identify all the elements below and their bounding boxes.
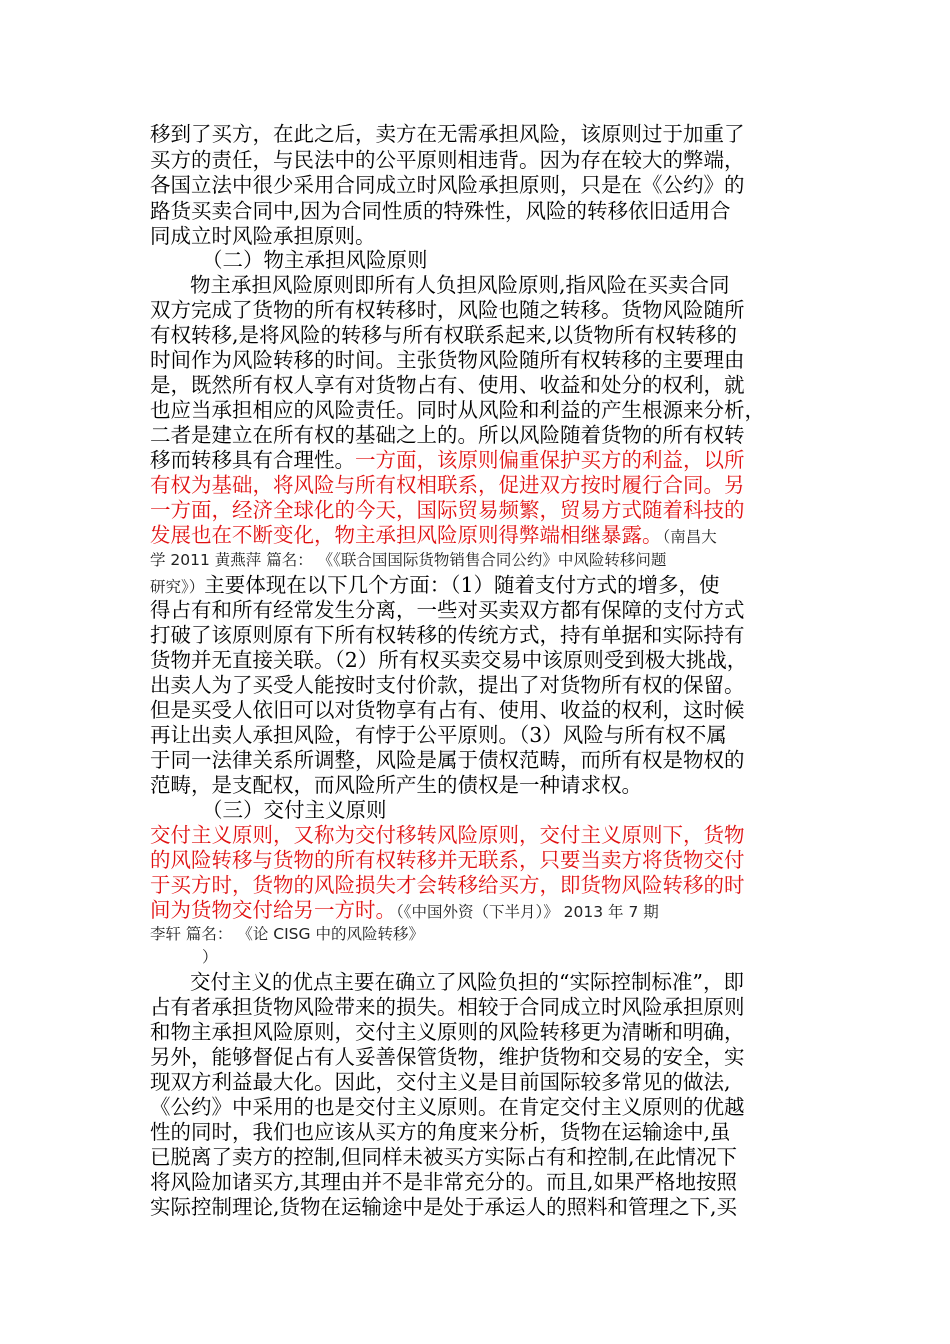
body-line: 路货买卖合同中,因为合同性质的特殊性，风险的转移依旧适用合 [150, 199, 731, 223]
highlighted-text: 一方面，该原则偏重保护买方的利益，以所 [355, 448, 745, 472]
body-line: 有权转移,是将风险的转移与所有权联系起来,以货物所有权转移的 [150, 323, 738, 347]
body-line: 但是买受人依旧可以对货物享有占有、使用、收益的权利，这时候 [150, 698, 745, 722]
highlighted-line: 的风险转移与货物的所有权转移并无联系，只要当卖方将货物交付 [150, 848, 745, 872]
body-line: 占有者承担货物风险带来的损失。相较于合同成立时风险承担原则 [150, 995, 745, 1019]
citation-text: 研究》） [150, 578, 205, 596]
body-line-mixed [150, 522, 717, 548]
body-line: 和物主承担风险原则，交付主义原则的风险转移更为清晰和明确， [150, 1020, 745, 1044]
body-line-mixed [150, 447, 745, 473]
citation-line: ） [202, 948, 218, 966]
body-line: 交付主义的优点主要在确立了风险负担的“实际控制标准”，即 [190, 970, 744, 994]
body-line: 出卖人为了买受人能按时支付价款，提出了对货物所有权的保留。 [150, 673, 745, 697]
body-line: 货物并无直接关联。（2）所有权买卖交易中该原则受到极大挑战， [150, 648, 748, 672]
section-heading: （二）物主承担风险原则 [202, 248, 428, 272]
body-text: 移而转移具有合理性。 [150, 448, 355, 472]
body-line: 同成立时风险承担原则。 [150, 224, 376, 248]
body-line: 物主承担风险原则即所有人负担风险原则,指风险在买卖合同 [190, 273, 730, 297]
body-line: 买方的责任，与民法中的公平原则相违背。因为存在较大的弊端， [150, 148, 745, 172]
body-line: 二者是建立在所有权的基础之上的。所以风险随着货物的所有权转 [150, 423, 745, 447]
body-line: 另外，能够督促占有人妥善保管货物，维护货物和交易的安全，实 [150, 1045, 745, 1069]
body-line: 时间作为风险转移的时间。主张货物风险随所有权转移的主要理由 [150, 348, 745, 372]
highlighted-line: 于买方时，货物的风险损失才会转移给买方，即货物风险转移的时 [150, 873, 745, 897]
highlighted-line: 交付主义原则，又称为交付移转风险原则，交付主义原则下，货物 [150, 823, 745, 847]
body-line: 实际控制理论,货物在运输途中是处于承运人的照料和管理之下,买 [150, 1195, 738, 1219]
citation-text: （南昌大 [662, 528, 717, 546]
body-line: 再让出卖人承担风险，有悖于公平原则。（3）风险与所有权不属 [150, 723, 727, 747]
highlighted-text: 发展也在不断变化，物主承担风险原则得弊端相继暴露。 [150, 523, 663, 547]
body-line: 于同一法律关系所调整，风险是属于债权范畴，而所有权是物权的 [150, 748, 745, 772]
body-line-mixed [150, 897, 659, 923]
highlighted-line: 一方面，经济全球化的今天，国际贸易频繁，贸易方式随着科技的 [150, 498, 745, 522]
body-line: 已脱离了卖方的控制,但同样未被买方实际占有和控制,在此情况下 [150, 1145, 738, 1169]
section-heading: （三）交付主义原则 [202, 798, 387, 822]
body-line: 是，既然所有权人享有对货物占有、使用、收益和处分的权利，就 [150, 373, 745, 397]
citation-line: 李轩 篇名： 《论 CISG 中的风险转移》 [150, 925, 424, 943]
body-line: 各国立法中很少采用合同成立时风险承担原则，只是在《公约》的 [150, 173, 745, 197]
body-line: 得占有和所有经常发生分离，一些对买卖双方都有保障的支付方式 [150, 598, 745, 622]
body-line: 移到了买方，在此之后，卖方在无需承担风险，该原则过于加重了 [150, 122, 745, 146]
citation-line: 学 2011 黄燕萍 篇名： 《《联合国国际货物销售合同公约》中风险转移问题 [150, 551, 667, 569]
highlighted-text: 间为货物交付给另一方时。 [150, 898, 396, 922]
body-line: 范畴，是支配权，而风险所产生的债权是一种请求权。 [150, 773, 642, 797]
body-line: 将风险加诸买方,其理由并不是非常充分的。而且,如果严格地按照 [150, 1170, 738, 1194]
body-line: 双方完成了货物的所有权转移时，风险也随之转移。货物风险随所 [150, 298, 745, 322]
body-line-mixed [150, 572, 720, 598]
body-text: 主要体现在以下几个方面：（1）随着支付方式的增多，使 [204, 573, 720, 597]
body-line: 打破了该原则原有下所有权转移的传统方式，持有单据和实际持有 [150, 623, 745, 647]
body-line: 也应当承担相应的风险责任。同时从风险和利益的产生根源来分析， [150, 398, 765, 422]
body-line: 《公约》中采用的也是交付主义原则。在肯定交付主义原则的优越 [150, 1095, 745, 1119]
body-line: 现双方利益最大化。因此，交付主义是目前国际较多常见的做法, [150, 1070, 731, 1094]
highlighted-line: 有权为基础，将风险与所有权相联系，促进双方按时履行合同。另 [150, 473, 745, 497]
citation-text: （《中国外资（下半月）》 2013 年 7 期 [396, 903, 659, 921]
body-line: 性的同时，我们也应该从买方的角度来分析，货物在运输途中,虽 [150, 1120, 731, 1144]
